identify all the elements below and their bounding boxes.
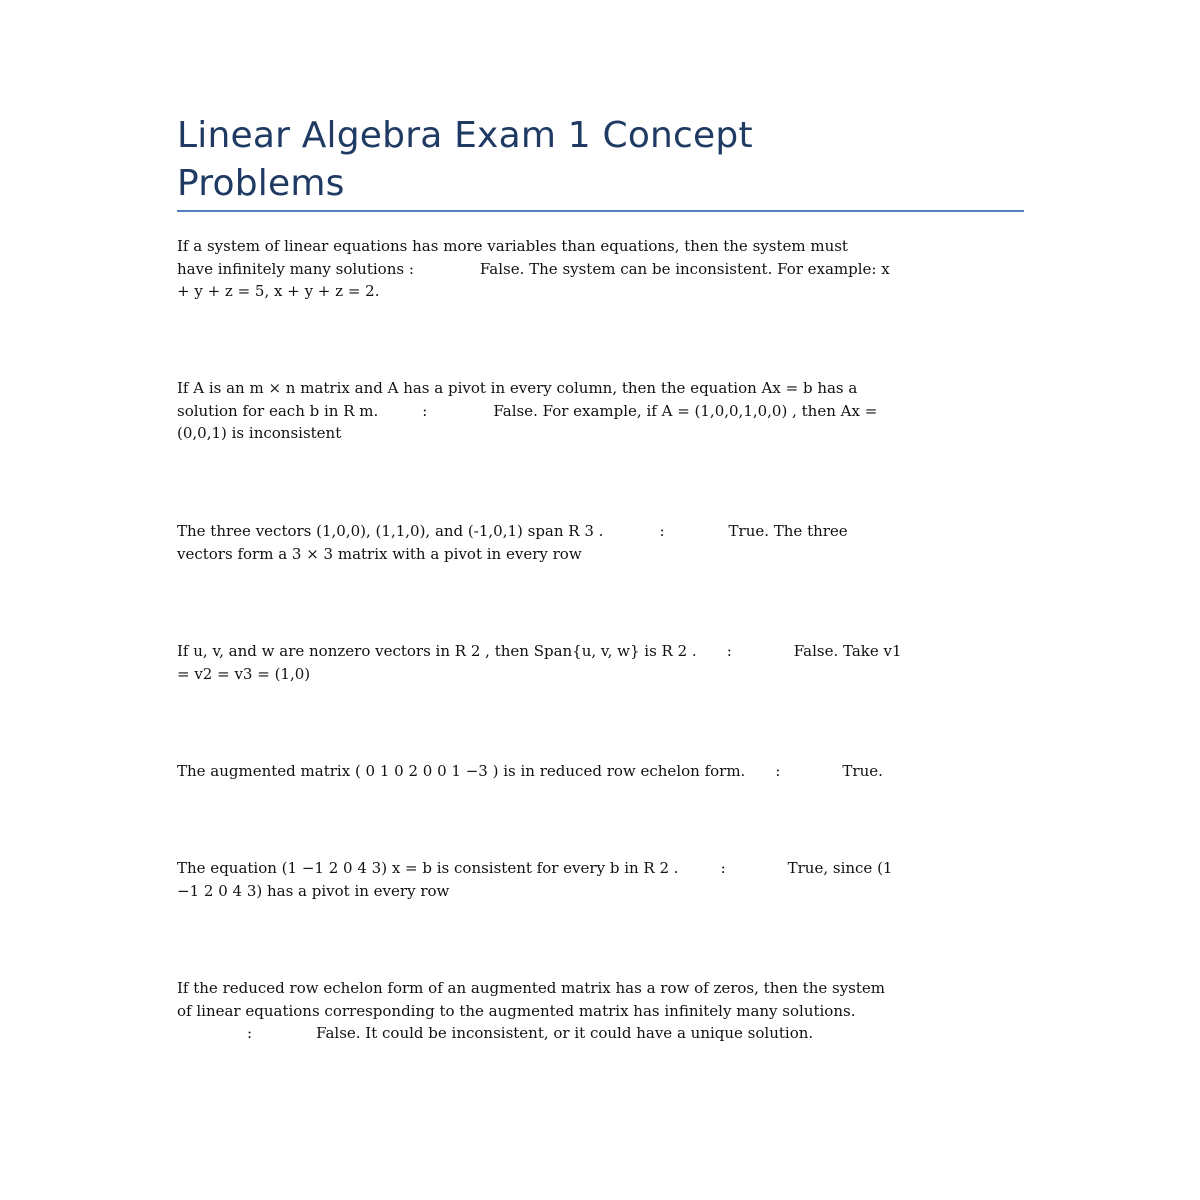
problem-answer: True. xyxy=(842,762,883,780)
concept-problem-7 xyxy=(177,977,1027,1045)
problem-answer: (0,0,1) is inconsistent xyxy=(177,424,342,442)
problem-answer: −1 2 0 4 3) has a pivot in every row xyxy=(177,881,450,900)
problem-answer: vectors form a 3 × 3 matrix with a pivot in every row xyxy=(177,544,582,563)
page-title xyxy=(177,112,1017,208)
problem-answer: = v2 = v3 = (1,0) xyxy=(177,664,311,683)
answer-separator: : xyxy=(659,522,665,540)
problem-text: The three vectors (1,0,0), (1,1,0), and (-1,0,1) span R 3 . xyxy=(177,522,604,540)
concept-problem-2 xyxy=(177,377,1027,445)
concept-problem-6 xyxy=(177,857,1027,902)
concept-problem-4 xyxy=(177,640,1027,685)
problem-text: The equation (1 −1 2 0 4 3) x = b is consistent for every b in R 2 . xyxy=(177,859,679,877)
answer-separator: : xyxy=(422,401,428,420)
answer-separator: : xyxy=(775,762,781,780)
problem-text: solution for each b in R m. xyxy=(177,401,379,420)
problem-answer: + y + z = 5, x + y + z = 2. xyxy=(177,282,380,300)
problem-text: If the reduced row echelon form of an augmented matrix has a row of zeros, then the system xyxy=(177,979,885,997)
title-line-1: Linear Algebra Exam 1 Concept xyxy=(177,115,753,156)
concept-problem-3 xyxy=(177,520,1027,565)
problem-answer: True. The three xyxy=(728,522,848,540)
problem-answer: False. The system can be inconsistent. For example: x xyxy=(479,259,890,278)
problem-text: If a system of linear equations has more variables than equations, then the system must xyxy=(177,237,848,255)
problem-text: of linear equations corresponding to the augmented matrix has infinitely many solutions. xyxy=(177,1001,856,1020)
problem-answer: True, since (1 xyxy=(787,859,893,877)
answer-separator: : xyxy=(247,1024,253,1042)
problem-text: have infinitely many solutions : xyxy=(177,259,414,278)
problem-answer: False. Take v1 xyxy=(793,642,902,660)
concept-problem-5 xyxy=(177,760,1027,783)
answer-separator: : xyxy=(726,642,732,660)
problem-text: If u, v, and w are nonzero vectors in R 2 , then Span{u, v, w} is R 2 . xyxy=(177,642,697,660)
title-underline xyxy=(177,210,1024,212)
title-line-2: Problems xyxy=(177,163,345,204)
problem-text: The augmented matrix ( 0 1 0 2 0 0 1 −3 ) is in reduced row echelon form. xyxy=(177,762,746,780)
concept-problem-1 xyxy=(177,235,1027,303)
problem-answer: False. For example, if A = (1,0,0,1,0,0) , then Ax = xyxy=(493,401,878,420)
problem-text: If A is an m × n matrix and A has a pivot in every column, then the equation Ax = b has a xyxy=(177,379,858,397)
answer-separator: : xyxy=(720,859,726,877)
problem-answer: False. It could be inconsistent, or it could have a unique solution. xyxy=(316,1024,814,1042)
